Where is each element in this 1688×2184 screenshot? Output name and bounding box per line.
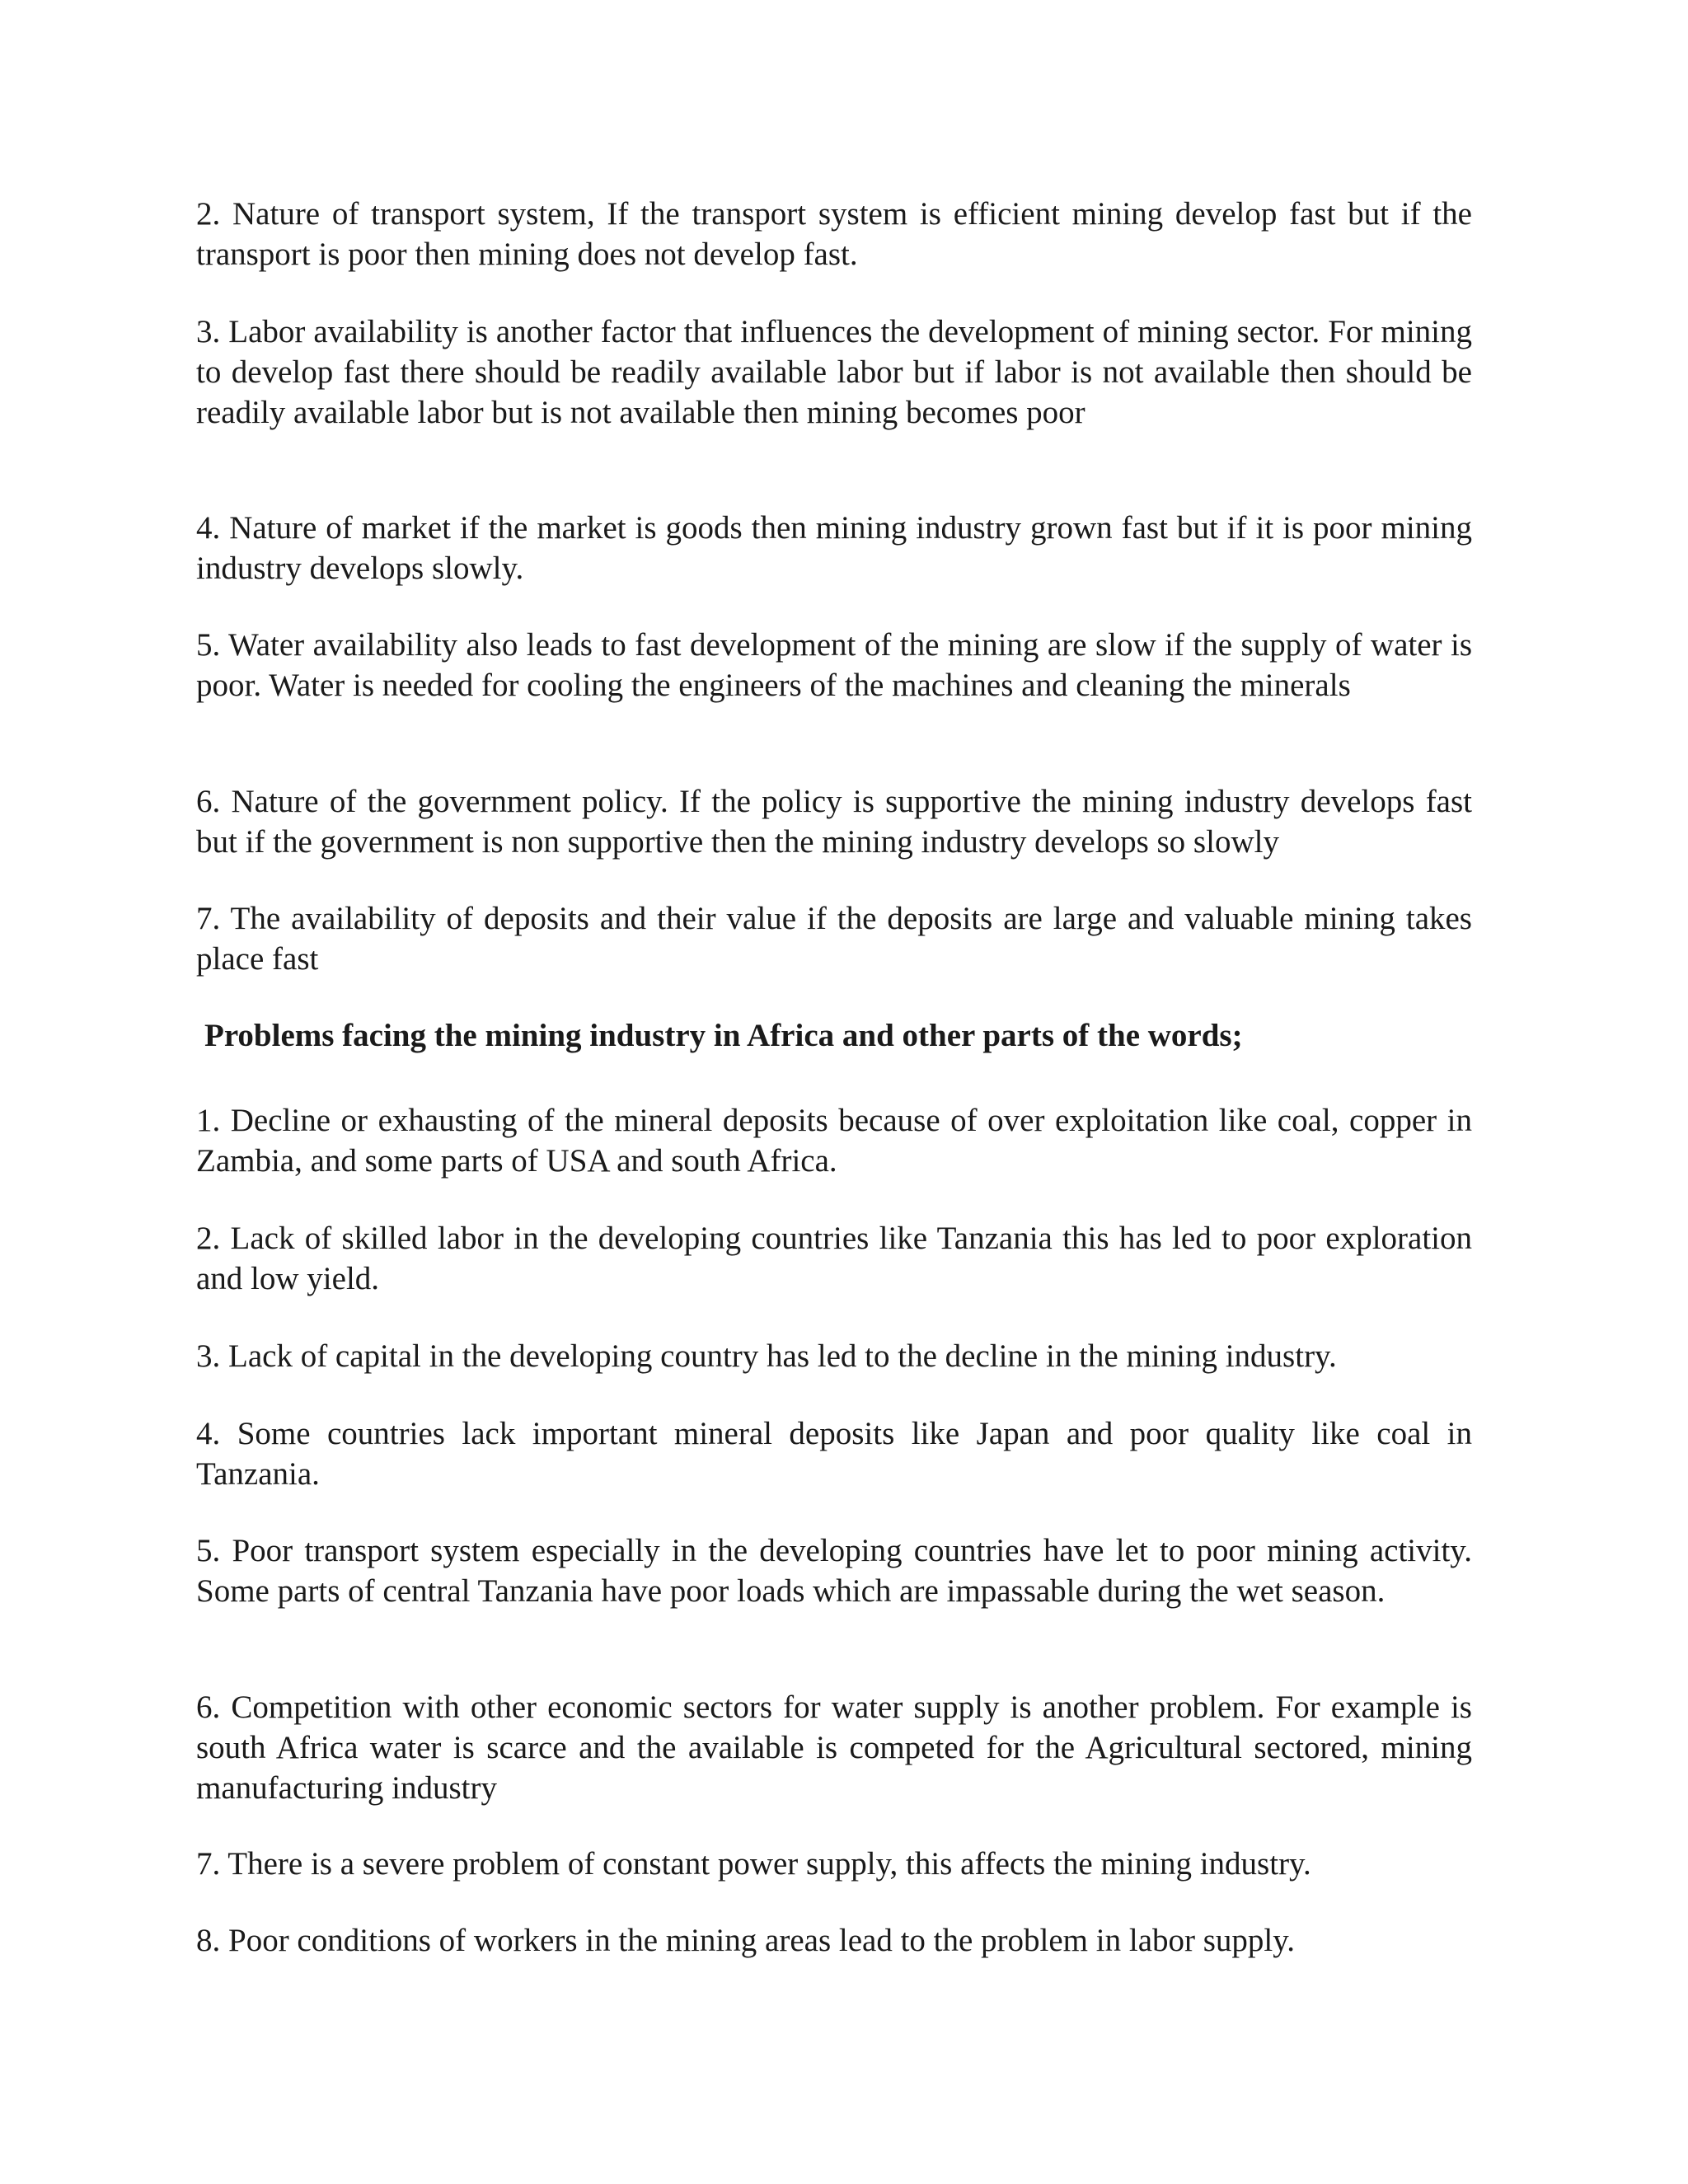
problem-8-worker-conditions: 8. Poor conditions of workers in the mining areas lead to the problem in labor supply. (196, 1923, 1295, 1958)
problem-6-water-competition: 6. Competition with other economic sectors for water supply is another problem. For example is south Africa water is scarce and the available is competed for the Agricultural sectored, mining manufacturing industry (196, 1690, 1472, 1806)
factor-4-market: 4. Nature of market if the market is goods then mining industry grown fast but if it is poor mining industry develops slowly. (196, 510, 1472, 586)
problem-4-deposits: 4. Some countries lack important mineral deposits like Japan and poor quality like coal in Tanzania. (196, 1416, 1472, 1492)
problem-3-capital: 3. Lack of capital in the developing country has led to the decline in the mining industry. (196, 1338, 1337, 1374)
factor-5-water: 5. Water availability also leads to fast development of the mining are slow if the supply of water is poor. Water is needed for cooling the engineers of the machines and cleaning the minerals (196, 627, 1472, 703)
problem-7-power-supply: 7. There is a severe problem of constant power supply, this affects the mining industry. (196, 1846, 1311, 1882)
factor-3-labor: 3. Labor availability is another factor that influences the development of mining sector. For mining to develop fast there should be readily available labor but if labor is not available then should be readily available labor but is not available then mining becomes poor (196, 314, 1472, 430)
problems-heading: Problems facing the mining industry in Africa and other parts of the words; (204, 1018, 1243, 1053)
factor-6-government-policy: 6. Nature of the government policy. If the policy is supportive the mining industry develops fast but if the government is non supportive then the mining industry develops so slowly (196, 784, 1472, 860)
factor-2-transport: 2. Nature of transport system, If the transport system is efficient mining develop fast but if the transport is poor then mining does not develop fast. (196, 196, 1472, 272)
problem-5-transport: 5. Poor transport system especially in the developing countries have let to poor mining activity. Some parts of central Tanzania have poor loads which are impassable during the wet season. (196, 1533, 1472, 1609)
factor-7-deposits: 7. The availability of deposits and their value if the deposits are large and valuable mining takes place fast (196, 901, 1472, 977)
problem-1-exhaustion: 1. Decline or exhausting of the mineral deposits because of over exploitation like coal, copper in Zambia, and some parts of USA and south Africa. (196, 1103, 1472, 1179)
problem-2-skilled-labor: 2. Lack of skilled labor in the developing countries like Tanzania this has led to poor exploration and low yield. (196, 1221, 1472, 1296)
